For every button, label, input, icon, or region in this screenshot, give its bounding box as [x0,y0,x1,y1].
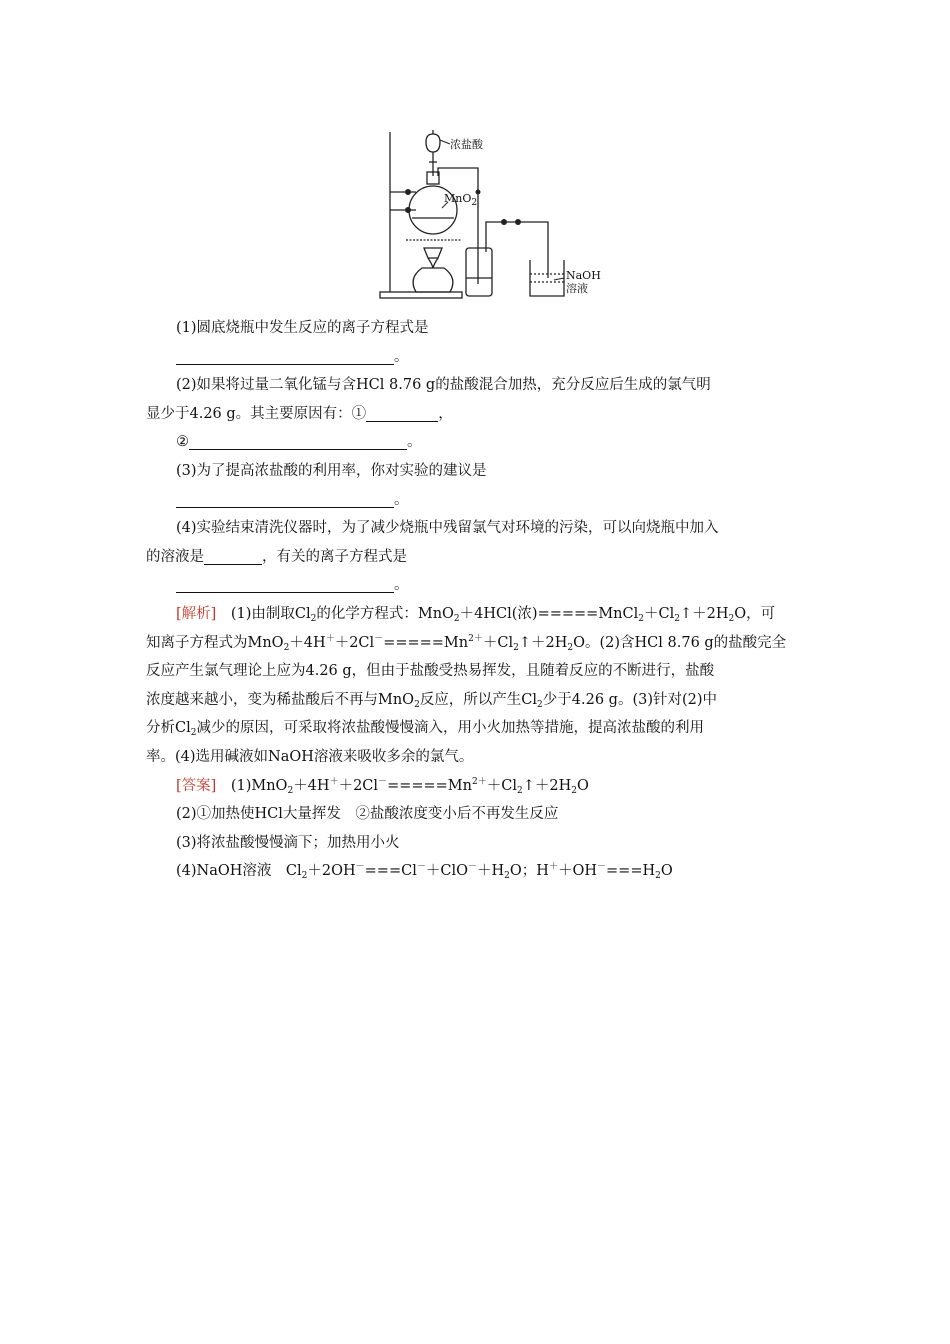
delivery-tube-1 [438,168,478,248]
analysis-tag: [解析] [176,605,217,622]
blank-3[interactable] [176,489,394,508]
blank-2b[interactable] [189,431,407,450]
question-2: (2)如果将过量二氧化锰与含HCl 8.76 g的盐酸混合加热，充分反应后生成的氯气明 [176,377,711,394]
answer-line-4: 。 [146,571,810,600]
analysis-line-4: 浓度越来越小，变为稀盐酸后不再与MnO$_2$反应，所以产生$Cl_2$少于4.26 g。(3)针对(2)中 [146,691,718,710]
question-2-cont: 显少于4.26 g。其主要原因有：① ， [146,400,810,429]
label-mno2: MnO$_2$ [444,192,478,208]
question-3: (3)为了提高浓盐酸的利用率，你对实验的建议是 [176,462,487,479]
analysis-line-2: 知离子方程式为$MnO_2+4H^++2Cl^-=====Mn^{2+}+Cl_2↑+2H_2O$。(2)含HCl 8.76 g的盐酸完全 [146,633,787,653]
blank-4a[interactable] [204,546,262,565]
label-naoh: NaOH [566,269,601,282]
delivery-tube-2 [486,222,548,278]
question-4-cont: 的溶液是 ，有关的离子方程式是 [146,543,810,572]
answer-line-a3: (3)将浓盐酸慢慢滴下；加热用小火 [176,834,400,851]
answer-line-a1: [答案] $(1)MnO_2+4H^++2Cl^-=====Mn^{2+}+Cl_2↑+2H_2O$ [176,776,589,796]
analysis-line-6: 率。(4)选用碱液如NaOH溶液来吸收多余的氯气。 [146,748,474,765]
tube-joint-1 [501,219,507,225]
tube-joint-2 [515,219,521,225]
acid-pointer [440,140,450,144]
label-conc-hcl: 浓盐酸 [450,138,483,151]
stand-base [380,292,462,298]
clamp-knob-1 [405,189,411,195]
blank-4b[interactable] [176,574,394,593]
dropping-funnel [426,134,440,152]
beaker [530,260,564,296]
alcohol-lamp [413,268,453,292]
question-4: (4)实验结束清洗仪器时，为了减少烧瓶中残留氯气对环境的污染，可以向烧瓶中加入 [176,520,719,537]
burner-top [424,248,442,258]
label-solution: 溶液 [566,282,588,295]
blank-1[interactable] [176,346,394,365]
analysis-line-3: 反应产生氯气理论上应为4.26 g，但由于盐酸受热易挥发，且随着反应的不断进行，盐酸 [146,663,715,680]
answer-tag: [答案] [176,777,217,794]
answer-line-3: 。 [146,486,810,515]
blank-2a[interactable] [366,403,438,422]
washing-bottle [466,248,492,296]
question-1: (1)圆底烧瓶中发生反应的离子方程式是 [176,320,429,336]
answer-line-a2: (2)①加热使HCl大量挥发 ②盐酸浓度变小后不再发生反应 [176,806,559,823]
answer-line-a4: (4)NaOH溶液 $Cl_2+2OH^-===Cl^-+ClO^-+H_2O$；$H^++OH^-===H_2O$ [176,862,673,882]
question-body [146,314,810,886]
analysis-line-1: [解析] (1)由制取$Cl_2$的化学方程式：MnO$_2$＋4HCl(浓)$=====MnCl_2+Cl_2↑+2H_2O$，可 [176,605,776,624]
question-2-line-2: ② 。 [146,428,810,457]
naoh-pointer [554,278,564,280]
analysis-line-5: 分析$Cl_2$减少的原因，可采取将浓盐酸慢慢滴入，用小火加热等措施，提高浓盐酸的利用 [146,720,704,739]
clamp-knob-2 [405,207,411,213]
answer-line-1: 。 [146,343,810,372]
apparatus-diagram [378,128,610,304]
